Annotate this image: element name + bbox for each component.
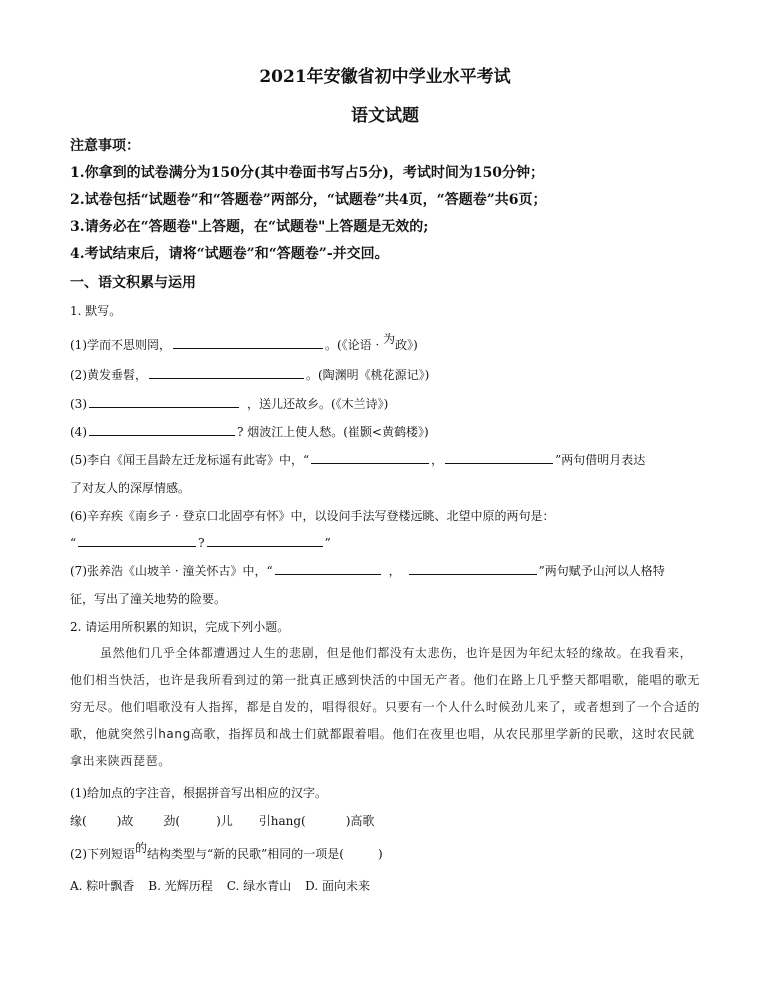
q1-item-3-pre: (3)	[70, 397, 87, 411]
answer-blank[interactable]	[409, 562, 537, 575]
q1-item-5-continued: 了对友人的深厚情感。	[70, 481, 191, 495]
q1-item-1	[70, 332, 418, 353]
q2-sub2-close: )	[377, 847, 383, 861]
reading-passage: 虽然他们几乎全体都遭遇过人生的悲剧，但是他们都没有太悲伤，也许是因为年纪太轻的缘故。在我看来，他们相当快活，也许是我所看到过的第一批真正感到快活的中国无产者。他们在路上几乎整天都唱歌，能唱的歌无穷无尽。他们唱歌没有人指挥，都是自发的，唱得很好。只要有一个人什么时候劲儿来了，或者想到了一个合适的歌，他就突然引hang高歌，指挥员和战士们就都跟着唱。他们在夜里也唱，从农民那里学新的民歌，这时农民就拿出来陕西琵琶。	[70, 646, 701, 768]
notice-item-3: 3.请务必在“答题卷"上答题，在“试题卷"上答题是无效的;	[70, 219, 429, 235]
q2-sub1-stem: (1)给加点的字注音，根据拼音写出相应的汉字。	[70, 786, 327, 800]
answer-blank[interactable]	[207, 534, 323, 547]
q1-item-4-pre: (4)	[70, 425, 87, 439]
q2-sub1-b: 劲(	[163, 814, 181, 828]
q1-item-7-continued: 征，写出了潼关地势的险要。	[70, 592, 227, 606]
answer-blank[interactable]	[445, 451, 553, 464]
answer-blank[interactable]	[89, 423, 235, 436]
option-c[interactable]: C. 绿水青山	[226, 879, 292, 893]
question-2-stem: 2. 请运用所积累的知识，完成下列小题。	[70, 620, 290, 634]
q1-item-4	[70, 423, 429, 440]
q2-sub1-blanks	[70, 812, 374, 829]
q2-sub1-a: 缘(	[70, 814, 87, 828]
q1-item-3-post: ，送儿还故乡。(《木兰诗》)	[247, 397, 389, 411]
q1-item-7	[70, 562, 665, 579]
q1-item-7-pre: (7)张养浩《山坡羊 · 潼关怀古》中，“	[70, 564, 273, 578]
q1-item-4-post: ? 烟波江上使人愁。(崔颢<黄鹤楼》)	[237, 425, 429, 439]
answer-blank[interactable]	[78, 534, 196, 547]
q1-item-2-pre: (2)黄发垂髫，	[70, 368, 147, 382]
exam-subtitle: 语文试题	[351, 106, 419, 126]
notice-item-4: 4.考试结束后，请将“试题卷”和“答题卷”-并交回。	[70, 246, 389, 262]
answer-blank[interactable]	[311, 451, 429, 464]
q1-item-2	[70, 366, 429, 383]
question-1-stem: 1. 默写。	[70, 304, 122, 318]
q2-sub2	[70, 841, 383, 862]
answer-blank[interactable]	[275, 562, 381, 575]
answer-blank[interactable]	[89, 395, 239, 408]
option-a[interactable]: A. 粽叶飘香	[70, 879, 135, 893]
exam-title: 2021年安徽省初中学业水平考试	[259, 67, 511, 87]
q2-sub1-a2: )故	[116, 814, 134, 828]
q1-item-5-pre: (5)李白《闻王昌龄左迁龙标遥有此寄》中，“	[70, 453, 310, 467]
q1-item-1-sup: 为	[383, 332, 396, 346]
q2-sub2-sup: 的	[135, 841, 148, 855]
q1-item-6-mid: ?	[198, 536, 205, 550]
q2-sub1-c2: )高歌	[345, 814, 375, 828]
option-b[interactable]: B. 光辉历程	[148, 879, 213, 893]
section-heading: 一、语文积累与运用	[70, 275, 196, 291]
q1-item-6-close: ”	[324, 536, 331, 550]
q1-item-7-mid: ，	[388, 564, 401, 578]
q1-item-1-post: 。(《论语 ·	[325, 338, 384, 352]
q1-item-1-post2: 政》)	[395, 338, 418, 352]
q1-item-5-mid: ，	[431, 453, 444, 467]
q2-sub1-b2: )儿	[216, 814, 233, 828]
notice-item-1: 1.你拿到的试卷满分为150分(其中卷面书写占5分)，考试时间为150分钟；	[70, 165, 545, 181]
q1-item-6-answer	[70, 534, 331, 550]
q1-item-6: (6)辛弃疾《南乡子 · 登京口北固亭有怀》中，以设问手法写登楼远眺、北望中原的两句是：	[70, 509, 555, 523]
q2-sub2-pre: (2)下列短语	[70, 847, 135, 861]
notice-item-2: 2.试卷包括“试题卷”和“答题卷”两部分，“试题卷”共4页，“答题卷”共6页；	[70, 192, 547, 208]
q1-item-2-post: 。(陶渊明《桃花源记》)	[306, 368, 430, 382]
q1-item-7-post: ”两句赋予山河以人格特	[538, 564, 665, 578]
answer-blank[interactable]	[149, 366, 304, 379]
q1-item-3	[70, 395, 388, 412]
q2-sub1-c: 引hang(	[258, 814, 306, 828]
q2-sub2-post: 结构类型与“新的民歌”相同的一项是(	[147, 847, 344, 861]
notice-heading: 注意事项：	[70, 138, 140, 154]
option-d[interactable]: D. 面向未来	[305, 879, 370, 893]
q1-item-5	[70, 451, 645, 468]
q1-item-5-post: ”两句借明月表达	[555, 453, 646, 467]
q1-item-1-pre: (1)学而不思则罔，	[70, 338, 171, 352]
answer-blank[interactable]	[173, 336, 323, 349]
q2-sub2-options	[70, 877, 384, 894]
q1-item-6-open: “	[70, 536, 77, 550]
